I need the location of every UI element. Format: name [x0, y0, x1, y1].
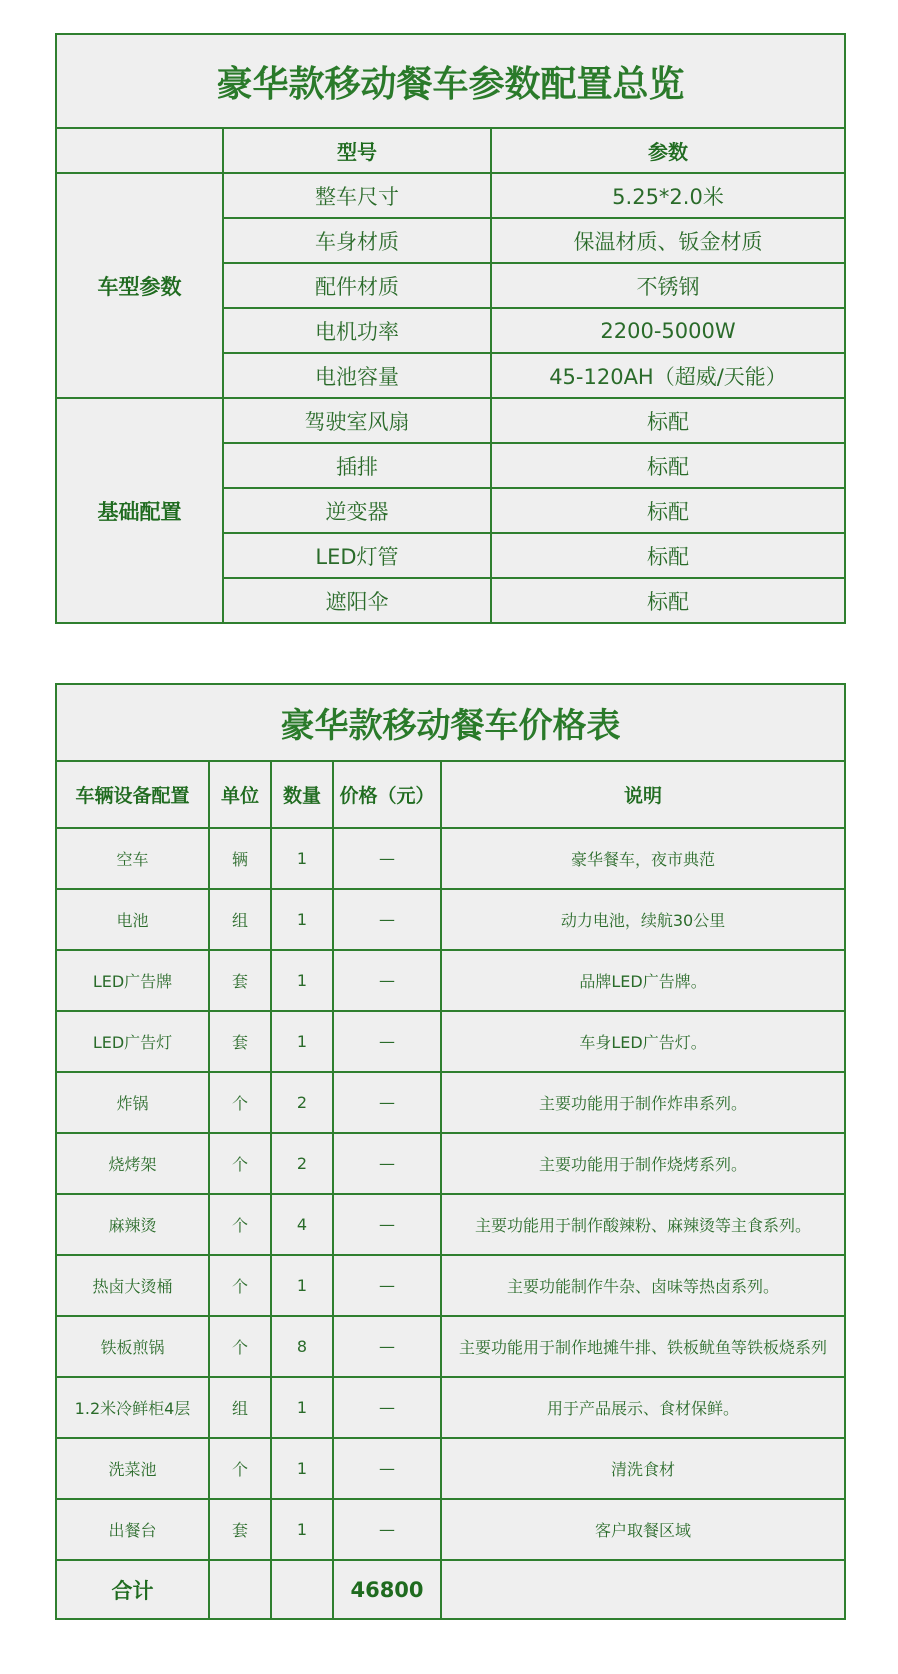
spec-item-value: 不锈钢 [491, 263, 845, 308]
price-item-unit: 组 [209, 1377, 271, 1438]
price-item-qty: 1 [271, 1377, 333, 1438]
price-item-name: 空车 [56, 828, 209, 889]
price-item-name: 炸锅 [56, 1072, 209, 1133]
spec-group-label: 车型参数 [56, 173, 223, 398]
price-header-unit: 单位 [209, 761, 271, 828]
spec-group-label: 基础配置 [56, 398, 223, 623]
spec-header-param: 参数 [491, 128, 845, 173]
price-row [56, 1377, 845, 1438]
price-item-qty: 1 [271, 889, 333, 950]
spec-header-blank [56, 128, 223, 173]
price-item-name: 出餐台 [56, 1499, 209, 1560]
price-row [56, 889, 845, 950]
price-item-note: 客户取餐区域 [441, 1499, 845, 1560]
spec-item-value: 2200-5000W [491, 308, 845, 353]
price-item-price: — [333, 1011, 441, 1072]
spec-item-name: LED灯管 [223, 533, 491, 578]
price-item-name: LED广告灯 [56, 1011, 209, 1072]
spec-item-name: 配件材质 [223, 263, 491, 308]
spec-item-name: 电机功率 [223, 308, 491, 353]
price-row [56, 1316, 845, 1377]
price-item-name: 铁板煎锅 [56, 1316, 209, 1377]
spec-item-name: 逆变器 [223, 488, 491, 533]
spec-item-value: 标配 [491, 398, 845, 443]
total-price: 46800 [333, 1560, 441, 1619]
price-item-note: 主要功能用于制作炸串系列。 [441, 1072, 845, 1133]
spec-item-value: 45-120AH（超威/天能） [491, 353, 845, 398]
spec-item-name: 插排 [223, 443, 491, 488]
spec-item-value: 标配 [491, 488, 845, 533]
spec-item-value: 标配 [491, 533, 845, 578]
price-header-config: 车辆设备配置 [56, 761, 209, 828]
price-item-name: 电池 [56, 889, 209, 950]
price-item-price: — [333, 1377, 441, 1438]
price-row [56, 1194, 845, 1255]
spec-item-value: 保温材质、钣金材质 [491, 218, 845, 263]
price-item-note: 车身LED广告灯。 [441, 1011, 845, 1072]
total-note [441, 1560, 845, 1619]
price-item-name: 烧烤架 [56, 1133, 209, 1194]
price-item-qty: 8 [271, 1316, 333, 1377]
price-item-price: — [333, 1072, 441, 1133]
spec-item-value: 5.25*2.0米 [491, 173, 845, 218]
spec-row [56, 173, 845, 218]
price-item-unit: 套 [209, 1499, 271, 1560]
price-item-price: — [333, 889, 441, 950]
price-item-qty: 1 [271, 950, 333, 1011]
total-label: 合计 [56, 1560, 209, 1619]
spec-row [56, 398, 845, 443]
price-item-price: — [333, 1194, 441, 1255]
price-item-unit: 个 [209, 1194, 271, 1255]
price-item-price: — [333, 1255, 441, 1316]
price-item-unit: 个 [209, 1316, 271, 1377]
price-item-note: 主要功能用于制作酸辣粉、麻辣烫等主食系列。 [441, 1194, 845, 1255]
price-item-note: 主要功能用于制作烧烤系列。 [441, 1133, 845, 1194]
price-item-price: — [333, 1499, 441, 1560]
price-item-unit: 个 [209, 1072, 271, 1133]
price-item-note: 品牌LED广告牌。 [441, 950, 845, 1011]
price-row [56, 950, 845, 1011]
price-item-qty: 1 [271, 1011, 333, 1072]
spec-item-value: 标配 [491, 443, 845, 488]
spec-table [55, 33, 846, 624]
price-row [56, 1255, 845, 1316]
price-header-note: 说明 [441, 761, 845, 828]
spec-item-value: 标配 [491, 578, 845, 623]
total-unit [209, 1560, 271, 1619]
price-item-qty: 4 [271, 1194, 333, 1255]
price-item-price: — [333, 1133, 441, 1194]
price-item-qty: 2 [271, 1133, 333, 1194]
spec-item-name: 整车尺寸 [223, 173, 491, 218]
price-item-note: 主要功能制作牛杂、卤味等热卤系列。 [441, 1255, 845, 1316]
price-header-qty: 数量 [271, 761, 333, 828]
price-row [56, 1133, 845, 1194]
price-item-qty: 1 [271, 828, 333, 889]
price-table-body [56, 828, 845, 1560]
price-item-price: — [333, 1316, 441, 1377]
spec-table-title: 豪华款移动餐车参数配置总览 [56, 34, 845, 128]
price-item-note: 动力电池，续航30公里 [441, 889, 845, 950]
price-item-note: 豪华餐车，夜市典范 [441, 828, 845, 889]
spec-item-name: 车身材质 [223, 218, 491, 263]
price-item-price: — [333, 950, 441, 1011]
price-item-note: 用于产品展示、食材保鲜。 [441, 1377, 845, 1438]
price-item-unit: 个 [209, 1255, 271, 1316]
total-qty [271, 1560, 333, 1619]
price-item-unit: 套 [209, 1011, 271, 1072]
price-item-name: 洗菜池 [56, 1438, 209, 1499]
price-row [56, 1072, 845, 1133]
price-row [56, 828, 845, 889]
price-item-qty: 1 [271, 1255, 333, 1316]
spec-item-name: 电池容量 [223, 353, 491, 398]
spec-header-model: 型号 [223, 128, 491, 173]
price-item-note: 清洗食材 [441, 1438, 845, 1499]
price-row [56, 1499, 845, 1560]
price-item-qty: 1 [271, 1438, 333, 1499]
price-item-note: 主要功能用于制作地摊牛排、铁板鱿鱼等铁板烧系列 [441, 1316, 845, 1377]
price-item-unit: 组 [209, 889, 271, 950]
price-item-unit: 个 [209, 1438, 271, 1499]
price-item-qty: 1 [271, 1499, 333, 1560]
price-item-qty: 2 [271, 1072, 333, 1133]
price-item-unit: 套 [209, 950, 271, 1011]
spec-item-name: 遮阳伞 [223, 578, 491, 623]
price-total-row [56, 1560, 845, 1619]
price-item-price: — [333, 828, 441, 889]
price-item-name: 热卤大烫桶 [56, 1255, 209, 1316]
price-table-title: 豪华款移动餐车价格表 [56, 684, 845, 761]
price-item-unit: 个 [209, 1133, 271, 1194]
price-item-name: 1.2米冷鲜柜4层 [56, 1377, 209, 1438]
price-item-name: 麻辣烫 [56, 1194, 209, 1255]
price-table [55, 683, 846, 1620]
price-item-price: — [333, 1438, 441, 1499]
spec-item-name: 驾驶室风扇 [223, 398, 491, 443]
price-item-unit: 辆 [209, 828, 271, 889]
price-row [56, 1438, 845, 1499]
price-row [56, 1011, 845, 1072]
price-header-price: 价格（元） [333, 761, 441, 828]
price-item-name: LED广告牌 [56, 950, 209, 1011]
